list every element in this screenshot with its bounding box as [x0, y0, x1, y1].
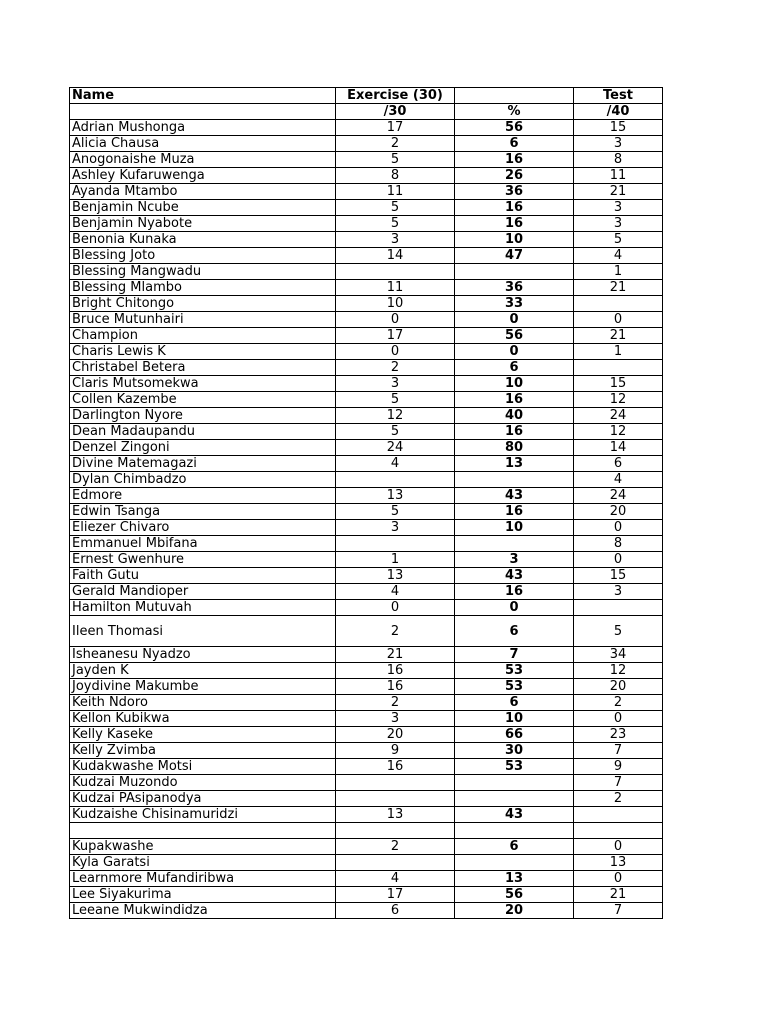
cell-test: 4	[574, 248, 663, 264]
table-row	[70, 887, 663, 903]
table-row	[70, 568, 663, 584]
table-row	[70, 392, 663, 408]
cell-name: Edwin Tsanga	[70, 504, 336, 520]
cell-name: Dylan Chimbadzo	[70, 472, 336, 488]
cell-percent: 43	[455, 488, 574, 504]
cell-test: 21	[574, 328, 663, 344]
cell-percent: 40	[455, 408, 574, 424]
cell-test: 21	[574, 184, 663, 200]
cell-test: 15	[574, 568, 663, 584]
cell-name: Alicia Chausa	[70, 136, 336, 152]
cell-test: 15	[574, 120, 663, 136]
cell-test: 7	[574, 775, 663, 791]
table-row	[70, 775, 663, 791]
cell-exercise	[336, 775, 455, 791]
cell-test: 8	[574, 152, 663, 168]
cell-exercise: 4	[336, 584, 455, 600]
cell-test: 3	[574, 136, 663, 152]
cell-exercise: 5	[336, 504, 455, 520]
table-row	[70, 376, 663, 392]
cell-name: Emmanuel Mbifana	[70, 536, 336, 552]
cell-test: 14	[574, 440, 663, 456]
cell-percent: 66	[455, 727, 574, 743]
cell-test: 20	[574, 679, 663, 695]
table-row	[70, 903, 663, 919]
cell-percent	[455, 264, 574, 280]
table-row	[70, 600, 663, 616]
cell-exercise: 5	[336, 152, 455, 168]
cell-percent	[455, 536, 574, 552]
cell-name: Champion	[70, 328, 336, 344]
table-row	[70, 536, 663, 552]
cell-name: Adrian Mushonga	[70, 120, 336, 136]
header-exercise: Exercise (30)	[336, 88, 455, 104]
subheader-row	[70, 104, 663, 120]
cell-exercise: 17	[336, 328, 455, 344]
cell-exercise: 9	[336, 743, 455, 759]
subheader-exercise-max: /30	[336, 104, 455, 120]
subheader-percent: %	[455, 104, 574, 120]
cell-percent: 10	[455, 376, 574, 392]
header-test: Test	[574, 88, 663, 104]
cell-percent: 16	[455, 392, 574, 408]
cell-test: 1	[574, 344, 663, 360]
cell-test: 0	[574, 871, 663, 887]
header-percent-blank	[455, 88, 574, 104]
cell-exercise: 21	[336, 647, 455, 663]
table-row	[70, 584, 663, 600]
cell-name: Kelly Zvimba	[70, 743, 336, 759]
cell-test	[574, 823, 663, 839]
table-row	[70, 727, 663, 743]
cell-name: Blessing Mlambo	[70, 280, 336, 296]
cell-name: Benjamin Nyabote	[70, 216, 336, 232]
cell-percent: 0	[455, 312, 574, 328]
cell-percent: 10	[455, 232, 574, 248]
cell-test: 21	[574, 280, 663, 296]
cell-percent	[455, 823, 574, 839]
header-row	[70, 88, 663, 104]
table-row	[70, 280, 663, 296]
cell-percent: 33	[455, 296, 574, 312]
table-row	[70, 695, 663, 711]
table-row	[70, 759, 663, 775]
cell-name: Divine Matemagazi	[70, 456, 336, 472]
table-row	[70, 647, 663, 663]
cell-percent: 36	[455, 184, 574, 200]
cell-exercise: 2	[336, 616, 455, 647]
cell-test: 6	[574, 456, 663, 472]
cell-name: Kelly Kaseke	[70, 727, 336, 743]
cell-percent: 53	[455, 759, 574, 775]
cell-name: Bruce Mutunhairi	[70, 312, 336, 328]
cell-test: 0	[574, 839, 663, 855]
cell-name: Ayanda Mtambo	[70, 184, 336, 200]
table-row	[70, 456, 663, 472]
cell-percent: 80	[455, 440, 574, 456]
cell-exercise: 4	[336, 871, 455, 887]
cell-test: 0	[574, 312, 663, 328]
cell-name: Darlington Nyore	[70, 408, 336, 424]
table-row	[70, 360, 663, 376]
cell-percent: 16	[455, 424, 574, 440]
cell-test: 0	[574, 552, 663, 568]
cell-test: 8	[574, 536, 663, 552]
cell-percent: 43	[455, 807, 574, 823]
table-row	[70, 264, 663, 280]
table-row	[70, 200, 663, 216]
subheader-name	[70, 104, 336, 120]
subheader-test-max: /40	[574, 104, 663, 120]
cell-test: 34	[574, 647, 663, 663]
cell-exercise: 1	[336, 552, 455, 568]
cell-percent: 20	[455, 903, 574, 919]
table-row	[70, 711, 663, 727]
cell-test	[574, 807, 663, 823]
table-row	[70, 472, 663, 488]
table-row	[70, 743, 663, 759]
cell-test: 3	[574, 200, 663, 216]
cell-name: Benjamin Ncube	[70, 200, 336, 216]
cell-name: Isheanesu Nyadzo	[70, 647, 336, 663]
cell-name: Kyla Garatsi	[70, 855, 336, 871]
cell-percent: 36	[455, 280, 574, 296]
cell-exercise: 13	[336, 807, 455, 823]
grades-table-body	[70, 88, 663, 919]
cell-exercise	[336, 264, 455, 280]
cell-name: Kudzai PAsipanodya	[70, 791, 336, 807]
cell-name: Anogonaishe Muza	[70, 152, 336, 168]
cell-exercise: 8	[336, 168, 455, 184]
cell-test: 11	[574, 168, 663, 184]
cell-percent: 7	[455, 647, 574, 663]
cell-test: 5	[574, 232, 663, 248]
cell-test: 15	[574, 376, 663, 392]
table-row	[70, 152, 663, 168]
cell-test: 23	[574, 727, 663, 743]
table-row	[70, 663, 663, 679]
cell-percent	[455, 791, 574, 807]
cell-exercise: 6	[336, 903, 455, 919]
cell-exercise: 16	[336, 759, 455, 775]
cell-test: 12	[574, 392, 663, 408]
cell-name: Collen Kazembe	[70, 392, 336, 408]
cell-test: 20	[574, 504, 663, 520]
cell-exercise: 5	[336, 392, 455, 408]
cell-exercise: 17	[336, 120, 455, 136]
cell-exercise: 24	[336, 440, 455, 456]
table-row	[70, 216, 663, 232]
cell-test: 5	[574, 616, 663, 647]
cell-percent: 6	[455, 695, 574, 711]
cell-test: 24	[574, 488, 663, 504]
cell-percent: 16	[455, 216, 574, 232]
cell-test	[574, 600, 663, 616]
cell-exercise: 2	[336, 695, 455, 711]
table-row	[70, 440, 663, 456]
cell-exercise: 16	[336, 679, 455, 695]
cell-name: Lee Siyakurima	[70, 887, 336, 903]
cell-test: 12	[574, 424, 663, 440]
table-row	[70, 823, 663, 839]
cell-exercise: 13	[336, 568, 455, 584]
cell-exercise: 3	[336, 520, 455, 536]
cell-name: Bright Chitongo	[70, 296, 336, 312]
cell-name: Faith Gutu	[70, 568, 336, 584]
cell-name: Dean Madaupandu	[70, 424, 336, 440]
cell-percent: 16	[455, 200, 574, 216]
cell-name: Eliezer Chivaro	[70, 520, 336, 536]
cell-percent: 10	[455, 520, 574, 536]
cell-exercise: 3	[336, 711, 455, 727]
cell-exercise	[336, 536, 455, 552]
cell-test: 9	[574, 759, 663, 775]
cell-test: 7	[574, 743, 663, 759]
table-row	[70, 679, 663, 695]
table-row	[70, 839, 663, 855]
cell-percent: 43	[455, 568, 574, 584]
cell-test: 3	[574, 584, 663, 600]
cell-name: Christabel Betera	[70, 360, 336, 376]
cell-name: Kudzai Muzondo	[70, 775, 336, 791]
table-row	[70, 248, 663, 264]
cell-percent: 47	[455, 248, 574, 264]
cell-name: Blessing Mangwadu	[70, 264, 336, 280]
cell-exercise: 2	[336, 136, 455, 152]
cell-percent: 26	[455, 168, 574, 184]
cell-percent	[455, 855, 574, 871]
cell-exercise: 3	[336, 232, 455, 248]
cell-exercise: 10	[336, 296, 455, 312]
cell-test	[574, 360, 663, 376]
table-row	[70, 184, 663, 200]
cell-exercise: 0	[336, 312, 455, 328]
cell-exercise: 20	[336, 727, 455, 743]
cell-name: Ileen Thomasi	[70, 616, 336, 647]
cell-exercise: 5	[336, 200, 455, 216]
cell-exercise: 4	[336, 456, 455, 472]
cell-percent: 0	[455, 344, 574, 360]
cell-percent: 10	[455, 711, 574, 727]
table-row	[70, 791, 663, 807]
cell-percent: 6	[455, 360, 574, 376]
cell-percent: 30	[455, 743, 574, 759]
cell-percent: 16	[455, 152, 574, 168]
table-row	[70, 520, 663, 536]
cell-test: 7	[574, 903, 663, 919]
table-row	[70, 344, 663, 360]
cell-exercise	[336, 791, 455, 807]
cell-test: 3	[574, 216, 663, 232]
cell-percent: 13	[455, 456, 574, 472]
cell-name: Denzel Zingoni	[70, 440, 336, 456]
cell-percent	[455, 472, 574, 488]
cell-exercise	[336, 823, 455, 839]
cell-name: Learnmore Mufandiribwa	[70, 871, 336, 887]
cell-test: 12	[574, 663, 663, 679]
table-row	[70, 408, 663, 424]
cell-name: Kellon Kubikwa	[70, 711, 336, 727]
cell-test: 1	[574, 264, 663, 280]
cell-percent: 53	[455, 679, 574, 695]
cell-exercise: 12	[336, 408, 455, 424]
cell-exercise: 13	[336, 488, 455, 504]
cell-exercise	[336, 472, 455, 488]
cell-name: Leeane Mukwindidza	[70, 903, 336, 919]
cell-test: 24	[574, 408, 663, 424]
table-row	[70, 871, 663, 887]
table-row	[70, 504, 663, 520]
cell-exercise: 0	[336, 600, 455, 616]
cell-exercise: 3	[336, 376, 455, 392]
header-name: Name	[70, 88, 336, 104]
cell-percent: 56	[455, 120, 574, 136]
cell-name: Kupakwashe	[70, 839, 336, 855]
cell-percent: 56	[455, 887, 574, 903]
table-row	[70, 328, 663, 344]
table-row	[70, 488, 663, 504]
cell-name: Joydivine Makumbe	[70, 679, 336, 695]
cell-exercise: 0	[336, 344, 455, 360]
cell-percent: 56	[455, 328, 574, 344]
cell-percent: 16	[455, 584, 574, 600]
cell-name: Charis Lewis K	[70, 344, 336, 360]
cell-name: Edmore	[70, 488, 336, 504]
cell-test: 13	[574, 855, 663, 871]
table-row	[70, 232, 663, 248]
cell-name: Ashley Kufaruwenga	[70, 168, 336, 184]
cell-name: Ernest Gwenhure	[70, 552, 336, 568]
cell-test: 0	[574, 520, 663, 536]
cell-name: Hamilton Mutuvah	[70, 600, 336, 616]
table-row	[70, 424, 663, 440]
cell-test	[574, 296, 663, 312]
cell-percent: 16	[455, 504, 574, 520]
cell-exercise	[336, 855, 455, 871]
table-row	[70, 855, 663, 871]
cell-name: Benonia Kunaka	[70, 232, 336, 248]
cell-exercise: 11	[336, 184, 455, 200]
cell-percent	[455, 775, 574, 791]
cell-test: 2	[574, 695, 663, 711]
cell-test: 4	[574, 472, 663, 488]
cell-name: Gerald Mandioper	[70, 584, 336, 600]
cell-percent: 0	[455, 600, 574, 616]
cell-name: Kudakwashe Motsi	[70, 759, 336, 775]
cell-exercise: 2	[336, 360, 455, 376]
cell-percent: 53	[455, 663, 574, 679]
table-row	[70, 312, 663, 328]
cell-exercise: 5	[336, 424, 455, 440]
cell-name: Keith Ndoro	[70, 695, 336, 711]
cell-percent: 13	[455, 871, 574, 887]
table-row	[70, 168, 663, 184]
cell-name: Jayden K	[70, 663, 336, 679]
table-row	[70, 296, 663, 312]
cell-exercise: 16	[336, 663, 455, 679]
cell-exercise: 5	[336, 216, 455, 232]
cell-name	[70, 823, 336, 839]
table-row	[70, 120, 663, 136]
cell-name: Blessing Joto	[70, 248, 336, 264]
cell-test: 0	[574, 711, 663, 727]
cell-percent: 6	[455, 839, 574, 855]
cell-exercise: 11	[336, 280, 455, 296]
cell-name: Kudzaishe Chisinamuridzi	[70, 807, 336, 823]
cell-percent: 6	[455, 616, 574, 647]
table-row	[70, 136, 663, 152]
grades-table	[69, 87, 663, 919]
table-row	[70, 552, 663, 568]
cell-test: 21	[574, 887, 663, 903]
table-row	[70, 616, 663, 647]
cell-exercise: 17	[336, 887, 455, 903]
cell-exercise: 14	[336, 248, 455, 264]
cell-test: 2	[574, 791, 663, 807]
table-row	[70, 807, 663, 823]
cell-percent: 6	[455, 136, 574, 152]
cell-name: Claris Mutsomekwa	[70, 376, 336, 392]
cell-exercise: 2	[336, 839, 455, 855]
cell-percent: 3	[455, 552, 574, 568]
